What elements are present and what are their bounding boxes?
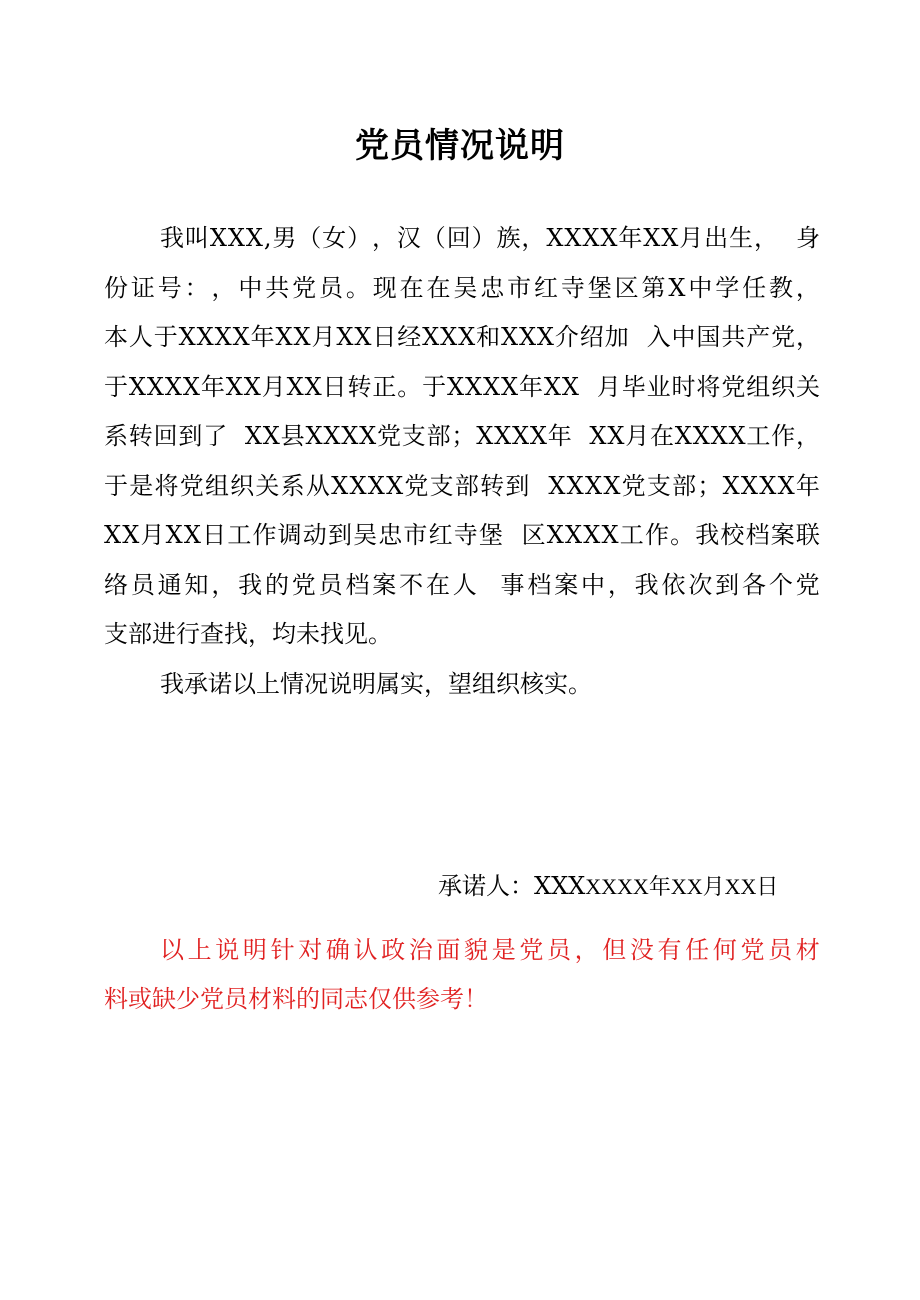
document-title: 党员情况说明 xyxy=(355,126,565,166)
paragraph-1-line-1: 我 叫 X X X , 男 （ 女 ） ， 汉 （ 回 ） 族 ， X X X X 年 X X 月 出 生 ， 身 xyxy=(160,224,820,252)
paragraph-1-line-7: X X 月 X X 日 工 作 调 动 到 吴 忠 市 红 寺 堡 区 X X X X 工 作 。 我 校 档 案 联 xyxy=(104,521,820,549)
note-line-1: 以 上 说 明 针 对 确 认 政 治 面 貌 是 党 员 ， 但 没 有 任 何 党 员 材 xyxy=(160,936,820,964)
signature-line xyxy=(438,866,778,907)
signature-label: 承诺人：XXX xyxy=(438,872,586,900)
paragraph-1-line-8: 络 员 通 知 ， 我 的 党 员 档 案 不 在 人 事 档 案 中 ， 我 依 次 到 各 个 党 xyxy=(104,570,820,599)
paragraph-1-line-4: 于 X X X X 年 X X 月 X X 日 转 正 。 于 X X X X 年 X X 月 毕 业 时 将 党 组 织 关 xyxy=(104,372,820,401)
signature-date: XXXX年XX月XX日 xyxy=(585,874,779,899)
statement-body xyxy=(104,214,820,709)
paragraph-1-line-2: 份 证 号 ： ， 中 共 党 员 。 现 在 在 吴 忠 市 红 寺 堡 区 第 X 中 学 任 教 ， xyxy=(104,273,820,302)
paragraph-1-line-3: 本 人 于 X X X X 年 X X 月 X X 日 经 X X X 和 X X X 介 绍 加 入 中 国 共 产 党 ， xyxy=(104,323,820,351)
paragraph-1-line-5: 系 转 回 到 了 X X 县 X X X X 党 支 部 ； X X X X 年 X X 月 在 X X X X 工 作 ， xyxy=(104,422,820,450)
note-line-2: 料或缺少党员材料的同志仅供参考！ xyxy=(104,985,488,1013)
paragraph-1-line-9: 支部进行查找，均未找见。 xyxy=(104,620,392,648)
paragraph-2: 我承诺以上情况说明属实，望组织核实。 xyxy=(160,669,592,698)
paragraph-1-line-6: 于 是 将 党 组 织 关 系 从 X X X X 党 支 部 转 到 X X X X 党 支 部 ； X X X X 年 xyxy=(104,471,820,500)
red-note xyxy=(104,926,820,1024)
